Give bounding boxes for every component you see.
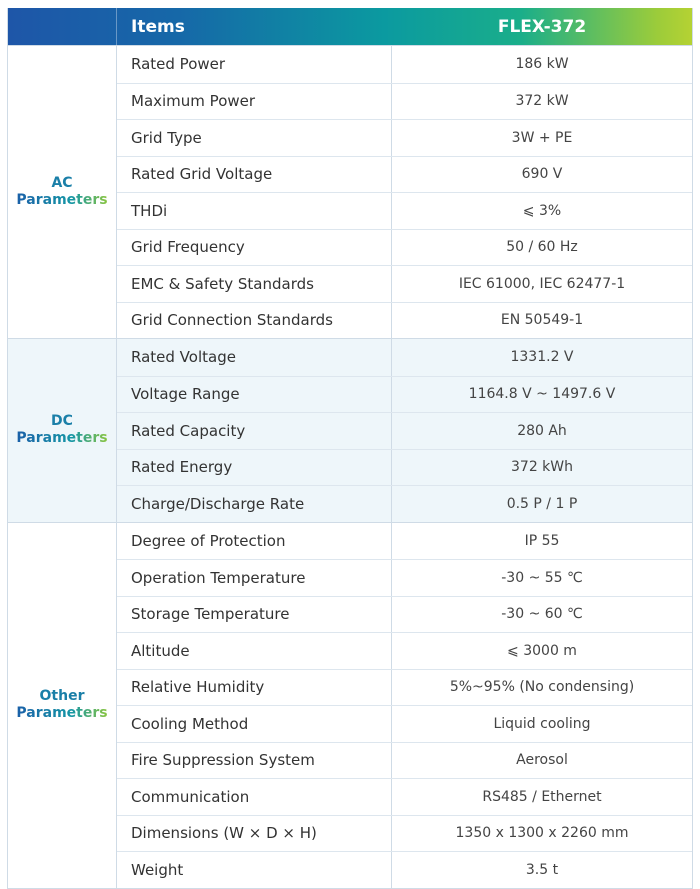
item-value: 372 kWh <box>511 459 573 476</box>
item-name: EMC & Safety Standards <box>117 266 392 302</box>
item-name: THDi <box>117 193 392 229</box>
table-row <box>117 192 692 229</box>
table-row <box>117 229 692 266</box>
item-name: Rated Power <box>117 46 392 83</box>
item-name: Rated Voltage <box>117 339 392 376</box>
table-row <box>117 632 692 669</box>
table-row <box>117 815 692 852</box>
group-dc <box>8 338 692 522</box>
group-rows <box>117 523 692 888</box>
item-name: Grid Connection Standards <box>117 303 392 339</box>
group-label <box>8 339 117 522</box>
header-group-cell <box>8 8 117 45</box>
table-row <box>117 851 692 888</box>
table-row <box>117 742 692 779</box>
item-name: Grid Frequency <box>117 230 392 266</box>
table-header <box>8 8 692 45</box>
item-name: Storage Temperature <box>117 597 392 633</box>
item-value: ⩽ 3% <box>522 202 562 219</box>
item-value: 1350 x 1300 x 2260 mm <box>455 825 629 842</box>
item-value: 1331.2 V <box>510 349 574 366</box>
table-row <box>117 669 692 706</box>
table-row <box>117 265 692 302</box>
item-name: Cooling Method <box>117 706 392 742</box>
item-value: 3.5 t <box>525 861 559 878</box>
table-row <box>117 46 692 83</box>
item-value: 0.5 P / 1 P <box>506 495 578 512</box>
table-row <box>117 485 692 522</box>
table-row <box>117 559 692 596</box>
item-value: Liquid cooling <box>493 715 591 732</box>
group-label-line1: DC <box>51 413 73 430</box>
item-value: 280 Ah <box>517 422 567 439</box>
item-value: -30 ~ 60 ℃ <box>501 606 583 623</box>
item-name: Weight <box>117 852 392 888</box>
item-name: Rated Capacity <box>117 413 392 449</box>
group-label-line2: Parameters <box>16 430 108 447</box>
group-label-line2: Parameters <box>16 192 108 208</box>
item-value: 690 V <box>521 166 563 183</box>
item-name: Dimensions (W × D × H) <box>117 816 392 852</box>
group-label-line1: Other <box>39 688 85 704</box>
header-model: FLEX-372 <box>497 16 587 37</box>
item-value: -30 ~ 55 ℃ <box>501 569 583 586</box>
item-name: Rated Grid Voltage <box>117 157 392 193</box>
item-name: Relative Humidity <box>117 670 392 706</box>
table-row <box>117 523 692 560</box>
item-value: ⩽ 3000 m <box>507 642 577 659</box>
item-value: 186 kW <box>515 56 569 73</box>
table-row <box>117 412 692 449</box>
item-value: Aerosol <box>516 752 568 769</box>
item-name: Rated Energy <box>117 450 392 486</box>
table-row <box>117 376 692 413</box>
item-value: 372 kW <box>515 93 569 110</box>
item-name: Altitude <box>117 633 392 669</box>
item-name: Charge/Discharge Rate <box>117 486 392 522</box>
item-name: Operation Temperature <box>117 560 392 596</box>
group-ac <box>8 45 692 338</box>
group-rows <box>117 46 692 338</box>
spec-table <box>7 8 693 889</box>
item-name: Voltage Range <box>117 377 392 413</box>
table-row <box>117 705 692 742</box>
header-items: Items <box>131 16 185 37</box>
item-value: IP 55 <box>524 532 560 549</box>
group-other <box>8 522 692 888</box>
table-row <box>117 302 692 339</box>
item-value: 5%~95% (No condensing) <box>449 679 635 696</box>
table-row <box>117 778 692 815</box>
item-name: Maximum Power <box>117 84 392 120</box>
table-row <box>117 339 692 376</box>
group-label <box>8 523 117 888</box>
group-label-line2: Parameters <box>16 705 108 721</box>
table-row <box>117 83 692 120</box>
table-row <box>117 596 692 633</box>
item-value: IEC 61000, IEC 62477-1 <box>458 275 626 292</box>
item-value: RS485 / Ethernet <box>482 788 602 805</box>
item-value: 1164.8 V ~ 1497.6 V <box>468 386 616 403</box>
item-value: 50 / 60 Hz <box>506 239 578 256</box>
item-name: Communication <box>117 779 392 815</box>
item-name: Fire Suppression System <box>117 743 392 779</box>
item-value: 3W + PE <box>511 129 573 146</box>
group-rows <box>117 339 692 522</box>
table-row <box>117 156 692 193</box>
table-row <box>117 449 692 486</box>
item-name: Degree of Protection <box>117 523 392 560</box>
group-label-line1: AC <box>51 175 73 191</box>
item-value: EN 50549-1 <box>500 312 584 329</box>
group-label <box>8 46 117 338</box>
table-row <box>117 119 692 156</box>
item-name: Grid Type <box>117 120 392 156</box>
